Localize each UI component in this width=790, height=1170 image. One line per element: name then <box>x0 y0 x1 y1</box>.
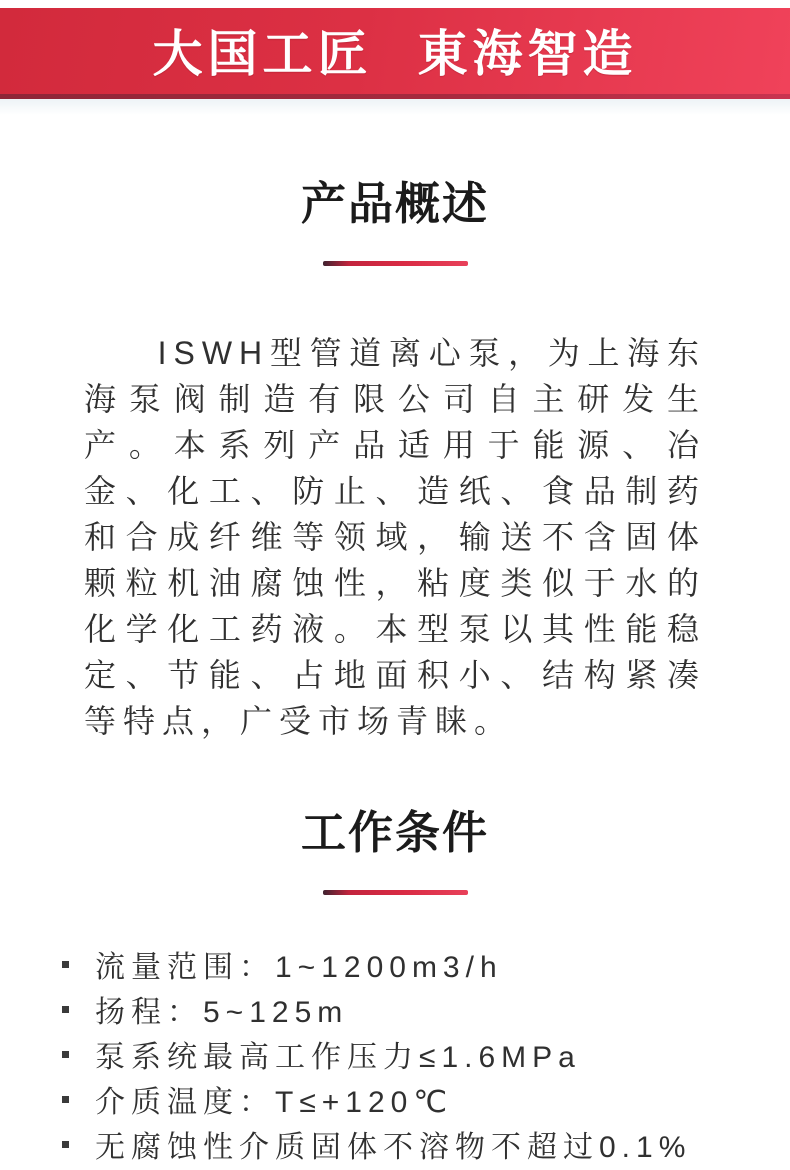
condition-text: 扬程：5~125m <box>95 996 349 1030</box>
condition-text: 无腐蚀性介质固体不溶物不超过0.1% <box>95 1131 692 1165</box>
list-item-head-range <box>62 990 730 1035</box>
working-conditions-heading: 工作条件 <box>300 807 489 859</box>
list-item-max-pressure <box>62 1035 730 1080</box>
product-overview-heading: 产品概述 <box>300 178 489 229</box>
section-product-overview <box>0 177 790 744</box>
bullet-square-icon <box>62 1096 69 1103</box>
brand-banner-title: 大国工匠 東海智造 <box>152 25 638 82</box>
list-item-insoluble-solids <box>62 1125 730 1170</box>
brand-banner <box>0 8 790 99</box>
product-overview-paragraph: ISWH型管道离心泵，为上海东海泵阀制造有限公司自主研发生产。本系列产品适用于能源、冶金、化工、防止、造纸、食品制药和合成纤维等领域，输送不含固体颗粒机油腐蚀性，粘度类似于水的化学化工药液。本型泵以其性能稳定、节能、占地面积小、结构紧凑等特点，广受市场青睐。 <box>84 335 706 740</box>
condition-text: 流量范围：1~1200m3/h <box>95 951 503 985</box>
heading-underline <box>323 890 468 895</box>
banner-under-glow <box>0 99 790 115</box>
condition-text: 介质温度：T≤+120℃ <box>95 1086 454 1120</box>
bullet-square-icon <box>62 1051 69 1058</box>
top-white-gap <box>0 0 790 8</box>
heading-underline <box>323 261 468 266</box>
section-working-conditions <box>0 806 790 1170</box>
banner-bottom-edge <box>0 94 790 99</box>
list-item-medium-temperature <box>62 1080 730 1125</box>
list-item-flow-range <box>62 945 730 990</box>
bullet-square-icon <box>62 1141 69 1148</box>
working-conditions-list <box>0 945 790 1170</box>
bullet-square-icon <box>62 1006 69 1013</box>
bullet-square-icon <box>62 961 69 968</box>
condition-text: 泵系统最高工作压力≤1.6MPa <box>95 1041 581 1075</box>
